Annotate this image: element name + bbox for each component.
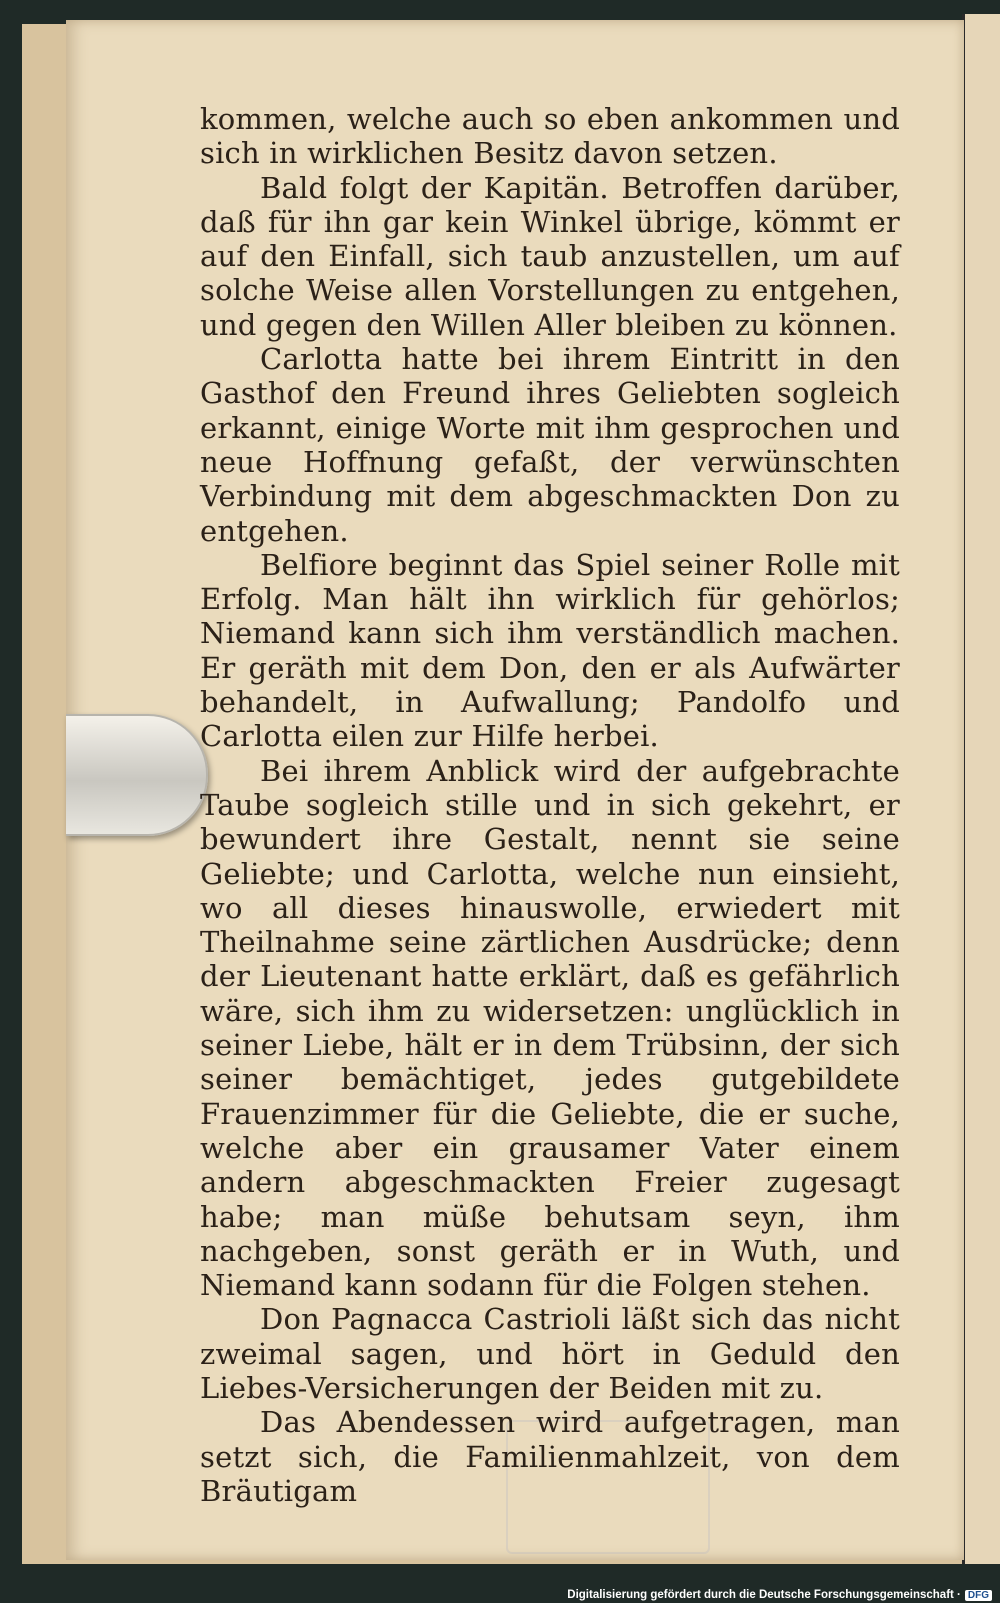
paragraph: kommen, welche auch so eben ankommen und sich in wirklichen Besitz davon setzen. (200, 102, 900, 171)
paragraph: Belfiore beginnt das Spiel seiner Rolle mit Erfolg. Man hält ihn wirklich für gehörlos; Niemand kann sich ihm verständlich machen. Er geräth mit dem Don, den er als Aufwärter behandelt, in Aufwallung; Pandolfo und Carlotta eilen zur Hilfe herbei. (200, 547, 900, 754)
digitization-footer (567, 1589, 992, 1601)
dfg-logo: DFG (965, 1590, 992, 1601)
page-clip (66, 714, 208, 836)
next-page-edge (962, 14, 1000, 1564)
paragraph: Carlotta hatte bei ihrem Eintritt in den Gasthof den Freund ihres Geliebten sogleich erkannt, einige Worte mit ihm gesprochen und neue Hoffnung gefaßt, der verwünschten Verbindung mit dem abgeschmackten Don zu entgehen. (200, 342, 900, 548)
book-page (66, 20, 964, 1560)
paragraph: Don Pagnacca Castrioli läßt sich das nicht zweimal sagen, und hört in Geduld den Liebes-Versicherungen der Beiden mit zu. (200, 1302, 900, 1405)
paragraph: Bald folgt der Kapitän. Betroffen darüber, daß für ihn gar kein Winkel übrige, kömmt er auf den Einfall, sich taub anzustellen, um auf solche Weise allen Vorstellungen zu entgehen, und gegen den Willen Aller bleiben zu können. (200, 170, 900, 342)
footer-credit: Digitalisierung gefördert durch die Deutsche Forschungsgemeinschaft · (567, 1589, 961, 1601)
page-text (200, 102, 900, 1508)
paragraph: Bei ihrem Anblick wird der aufgebrachte Taube sogleich stille und in sich gekehrt, er bewundert ihre Gestalt, nennt sie seine Geliebte; und Carlotta, welche nun einsieht, wo all dieses hinauswolle, erwiedert mit Theilnahme seine zärtlichen Ausdrücke; denn der Lieutenant hatte erklärt, daß es gefährlich wäre, sich ihm zu widersetzen: unglücklich in seiner Liebe, hält er in dem Trübsinn, der sich seiner bemächtiget, jedes gutgebildete Frauenzimmer für die Geliebte, die er suche, welche aber ein grausamer Vater einem andern abgeschmackten Freier zugesagt habe; man müße behutsam seyn, ihm nachgeben, sonst geräth er in Wuth, und Niemand kann sodann für die Folgen stehen. (200, 753, 900, 1303)
paragraph: Das Abendessen wird aufgetragen, man setzt sich, die Familienmahlzeit, von dem Bräutigam (200, 1405, 900, 1508)
